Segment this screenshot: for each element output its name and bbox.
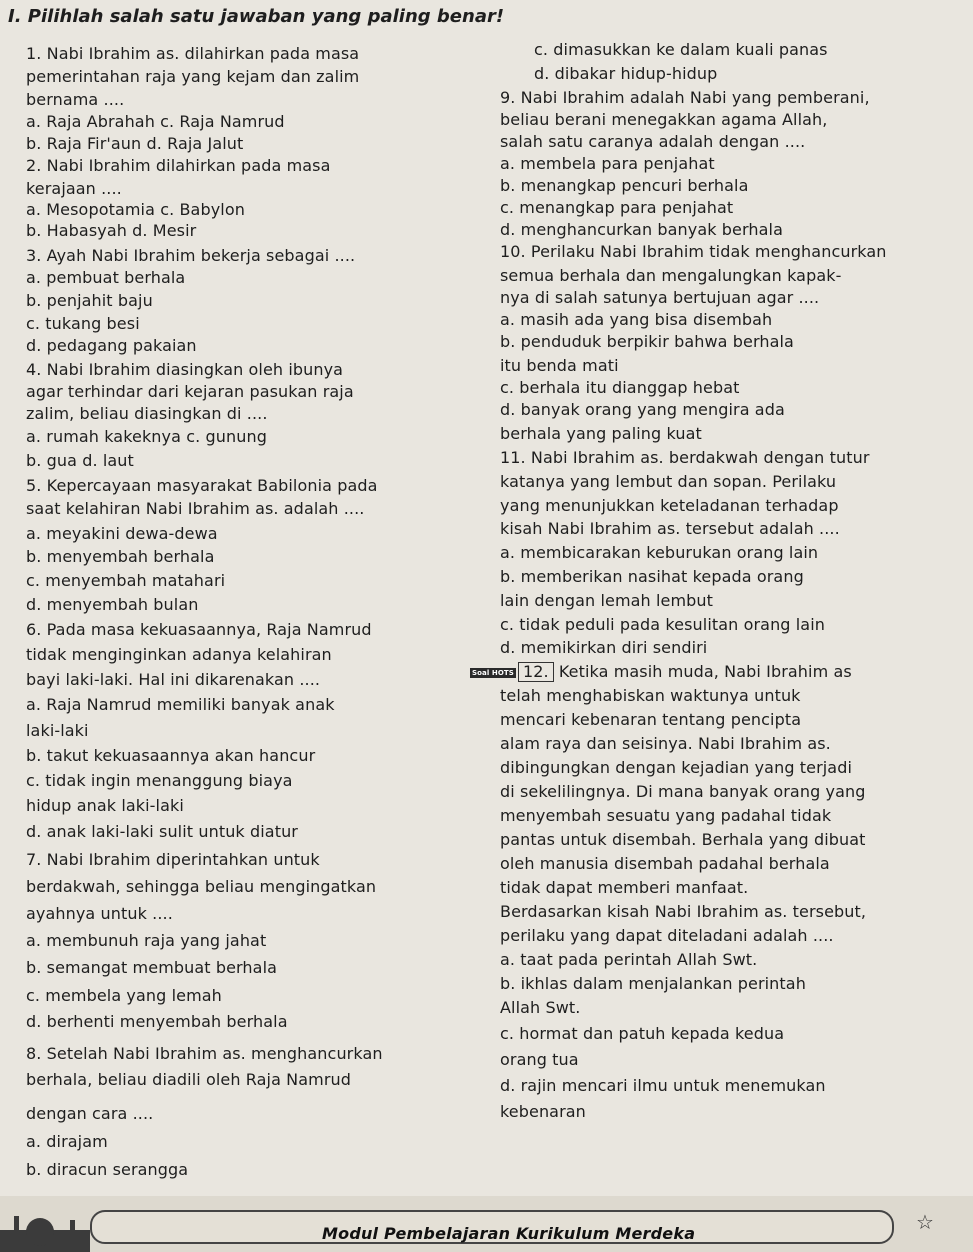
text-line: b. memberikan nasihat kepada orang [500, 567, 804, 586]
text-line: menyembah sesuatu yang padahal tidak [500, 806, 832, 825]
text-line: katanya yang lembut dan sopan. Perilaku [500, 472, 837, 491]
text-line: b. menyembah berhala [26, 547, 215, 566]
text-line: c. dimasukkan ke dalam kuali panas [534, 40, 828, 59]
text-line: b. menangkap pencuri berhala [500, 176, 749, 195]
mosque-silhouette-icon [0, 1210, 90, 1252]
text-line: d. banyak orang yang mengira ada [500, 400, 785, 419]
text-line: 6. Pada masa kekuasaannya, Raja Namrud [26, 620, 372, 639]
text-line: lain dengan lemah lembut [500, 591, 714, 610]
text-line: hidup anak laki-laki [26, 796, 184, 815]
text-line: d. rajin mencari ilmu untuk menemukan [500, 1076, 826, 1095]
text-line: c. hormat dan patuh kepada kedua [500, 1024, 785, 1043]
question-12-number: 12. [518, 662, 554, 682]
text-line: b. Raja Fir'aun d. Raja Jalut [26, 134, 244, 153]
text-line: alam raya dan seisinya. Nabi Ibrahim as. [500, 734, 831, 753]
text-line: kebenaran [500, 1102, 586, 1121]
text-line: agar terhindar dari kejaran pasukan raja [26, 382, 354, 401]
text-line: a. membela para penjahat [500, 154, 715, 173]
text-line: Berdasarkan kisah Nabi Ibrahim as. tersebut, [500, 902, 867, 921]
text-line: 9. Nabi Ibrahim adalah Nabi yang pemberani, [500, 88, 870, 107]
text-line: b. penjahit baju [26, 291, 153, 310]
text-line: dibingungkan dengan kejadian yang terjadi [500, 758, 853, 777]
text-line: berdakwah, sehingga beliau mengingatkan [26, 877, 377, 896]
text-line: di sekelilingnya. Di mana banyak orang yang [500, 782, 866, 801]
text-line: c. menyembah matahari [26, 571, 226, 590]
text-line: b. penduduk berpikir bahwa berhala [500, 332, 794, 351]
text-line: c. menangkap para penjahat [500, 198, 734, 217]
text-line: ayahnya untuk .... [26, 904, 173, 923]
text-line: a. meyakini dewa-dewa [26, 524, 218, 543]
text-line: mencari kebenaran tentang pencipta [500, 710, 802, 729]
text-line: a. Raja Abrahah c. Raja Namrud [26, 112, 285, 131]
text-line: d. berhenti menyembah berhala [26, 1012, 288, 1031]
text-line: d. anak laki-laki sulit untuk diatur [26, 822, 298, 841]
text-line: a. taat pada perintah Allah Swt. [500, 950, 758, 969]
text-line: 3. Ayah Nabi Ibrahim bekerja sebagai .... [26, 246, 356, 265]
text-line: d. menyembah bulan [26, 595, 199, 614]
text-line: a. pembuat berhala [26, 268, 186, 287]
text-line: zalim, beliau diasingkan di .... [26, 404, 268, 423]
text-line: d. dibakar hidup-hidup [534, 64, 718, 83]
text-line: tidak dapat memberi manfaat. [500, 878, 749, 897]
text-line: pemerintahan raja yang kejam dan zalim [26, 67, 360, 86]
text-line: b. takut kekuasaannya akan hancur [26, 746, 316, 765]
text-line: berhala yang paling kuat [500, 424, 702, 443]
text-line: 8. Setelah Nabi Ibrahim as. menghancurkan [26, 1044, 383, 1063]
text-line: salah satu caranya adalah dengan .... [500, 132, 806, 151]
text-line: saat kelahiran Nabi Ibrahim as. adalah .... [26, 499, 365, 518]
text-line: 4. Nabi Ibrahim diasingkan oleh ibunya [26, 360, 344, 379]
text-line: perilaku yang dapat diteladani adalah .... [500, 926, 834, 945]
text-line: pantas untuk disembah. Berhala yang dibuat [500, 830, 866, 849]
text-line: d. memikirkan diri sendiri [500, 638, 708, 657]
star-icon: ☆ [916, 1210, 934, 1234]
text-line: c. membela yang lemah [26, 986, 222, 1005]
text-line: itu benda mati [500, 356, 619, 375]
text-line: semua berhala dan mengalungkan kapak- [500, 266, 842, 285]
text-line: d. menghancurkan banyak berhala [500, 220, 783, 239]
text-line: b. ikhlas dalam menjalankan perintah [500, 974, 806, 993]
text-line: c. tidak ingin menanggung biaya [26, 771, 293, 790]
text-line: c. tukang besi [26, 314, 140, 333]
text-line: orang tua [500, 1050, 579, 1069]
text-line: c. tidak peduli pada kesulitan orang lain [500, 615, 825, 634]
hots-badge: Soal HOTS [472, 668, 514, 677]
text-line: berhala, beliau diadili oleh Raja Namrud [26, 1070, 352, 1089]
text-line: beliau berani menegakkan agama Allah, [500, 110, 828, 129]
question-12-header [470, 662, 960, 682]
text-line: 5. Kepercayaan masyarakat Babilonia pada [26, 476, 378, 495]
text-line: b. diracun serangga [26, 1160, 189, 1179]
text-line: a. rumah kakeknya c. gunung [26, 427, 267, 446]
text-line: telah menghabiskan waktunya untuk [500, 686, 801, 705]
footer-title: Modul Pembelajaran Kurikulum Merdeka [322, 1224, 696, 1243]
text-line: Ketika masih muda, Nabi Ibrahim as [558, 662, 852, 681]
text-line: 1. Nabi Ibrahim as. dilahirkan pada masa [26, 44, 360, 63]
text-line: kisah Nabi Ibrahim as. tersebut adalah .... [500, 519, 840, 538]
section-title: I. Pilihlah salah satu jawaban yang paling benar! [8, 6, 505, 27]
text-line: tidak menginginkan adanya kelahiran [26, 645, 332, 664]
text-line: yang menunjukkan keteladanan terhadap [500, 496, 839, 515]
text-line: a. membicarakan keburukan orang lain [500, 543, 819, 562]
text-line: dengan cara .... [26, 1104, 154, 1123]
text-line: a. masih ada yang bisa disembah [500, 310, 773, 329]
text-line: c. berhala itu dianggap hebat [500, 378, 740, 397]
text-line: kerajaan .... [26, 179, 122, 198]
text-line: b. gua d. laut [26, 451, 134, 470]
text-line: 11. Nabi Ibrahim as. berdakwah dengan tutur [500, 448, 870, 467]
text-line: bernama .... [26, 90, 125, 109]
text-line: nya di salah satunya bertujuan agar .... [500, 288, 820, 307]
text-line: 2. Nabi Ibrahim dilahirkan pada masa [26, 156, 331, 175]
text-line: d. pedagang pakaian [26, 336, 197, 355]
text-line: oleh manusia disembah padahal berhala [500, 854, 830, 873]
text-line: a. dirajam [26, 1132, 108, 1151]
text-line: laki-laki [26, 721, 89, 740]
text-line: a. Raja Namrud memiliki banyak anak [26, 695, 335, 714]
text-line: bayi laki-laki. Hal ini dikarenakan .... [26, 670, 321, 689]
text-line: a. Mesopotamia c. Babylon [26, 200, 245, 219]
text-line: Allah Swt. [500, 998, 581, 1017]
text-line: b. semangat membuat berhala [26, 958, 278, 977]
text-line: 10. Perilaku Nabi Ibrahim tidak menghancurkan [500, 242, 887, 261]
text-line: a. membunuh raja yang jahat [26, 931, 267, 950]
text-line: 7. Nabi Ibrahim diperintahkan untuk [26, 850, 320, 869]
text-line: b. Habasyah d. Mesir [26, 221, 197, 240]
